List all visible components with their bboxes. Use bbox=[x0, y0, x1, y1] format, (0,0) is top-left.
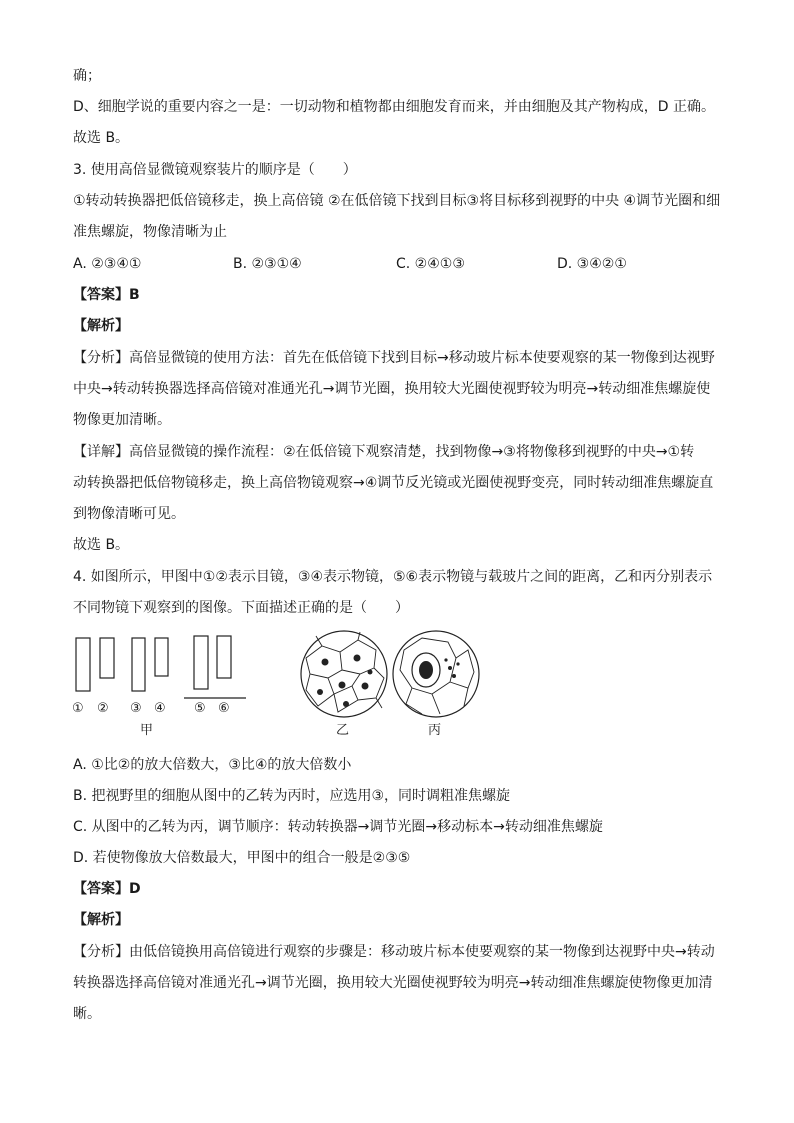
question-4-stem: 不同物镜下观察到的图像。下面描述正确的是（ ） bbox=[73, 600, 409, 616]
q3-analysis-line: 物像更加清晰。 bbox=[73, 412, 171, 428]
q4-jiexi: 【解析】 bbox=[73, 912, 129, 928]
q4-answer: 【答案】D bbox=[73, 881, 141, 897]
q4-analysis-line: 【分析】由低倍镜换用高倍镜进行观察的步骤是：移动玻片标本使要观察的某一物像到达视野中央→转动 bbox=[73, 944, 715, 960]
q3-analysis-line: 【分析】高倍显微镜的使用方法：首先在低倍镜下找到目标→移动玻片标本使要观察的某一物像到达视野 bbox=[73, 350, 715, 366]
microscope-figure bbox=[70, 628, 490, 746]
label-objective-4: ④ bbox=[154, 701, 166, 716]
text-line: 故选 B。 bbox=[73, 130, 130, 146]
q3-option-b: B. ②③①④ bbox=[233, 256, 302, 272]
objective-4-shape bbox=[155, 638, 168, 676]
label-jia: 甲 bbox=[140, 723, 154, 738]
q3-detail-line: 到物像清晰可见。 bbox=[73, 506, 185, 522]
text-line: 确； bbox=[73, 68, 101, 84]
text-line: D、细胞学说的重要内容之一是：一切动物和植物都由细胞发育而来，并由细胞及其产物构成，D 正确。 bbox=[73, 99, 716, 115]
label-yi: 乙 bbox=[336, 723, 350, 738]
objective-5-shape bbox=[194, 636, 208, 689]
question-3-stem: 3. 使用高倍显微镜观察装片的顺序是（ ） bbox=[73, 162, 357, 178]
q3-option-a: A. ②③④① bbox=[73, 256, 142, 272]
q4-analysis-line: 晰。 bbox=[73, 1006, 101, 1022]
label-objective-3: ③ bbox=[130, 701, 142, 716]
objective-6-shape bbox=[217, 636, 231, 678]
label-eyepiece-2: ② bbox=[97, 701, 109, 716]
q3-jiexi: 【解析】 bbox=[73, 318, 129, 334]
q4-option-c: C. 从图中的乙转为丙，调节顺序：转动转换器→调节光圈→移动标本→转动细准焦螺旋 bbox=[73, 819, 603, 835]
figure-drawing bbox=[70, 628, 490, 746]
q4-option-b: B. 把视野里的细胞从图中的乙转为丙时，应选用③，同时调粗准焦螺旋 bbox=[73, 788, 511, 804]
label-distance-5: ⑤ bbox=[194, 701, 206, 716]
q4-option-d: D. 若使物像放大倍数最大，甲图中的组合一般是②③⑤ bbox=[73, 850, 411, 866]
text-line: ①转动转换器把低倍镜移走，换上高倍镜 ②在低倍镜下找到目标③将目标移到视野的中央 ④调节光圈和细 bbox=[73, 193, 721, 209]
q3-detail-line: 动转换器把低倍物镜移走，换上高倍物镜观察→④调节反光镜或光圈使视野变亮，同时转动细准焦螺旋直 bbox=[73, 475, 714, 491]
q3-analysis-line: 中央→转动转换器选择高倍镜对准通光孔→调节光圈，换用较大光圈使视野较为明亮→转动细准焦螺旋使 bbox=[73, 381, 711, 397]
label-distance-6: ⑥ bbox=[218, 701, 230, 716]
question-4-stem: 4. 如图所示，甲图中①②表示目镜，③④表示物镜，⑤⑥表示物镜与载玻片之间的距离，乙和丙分别表示 bbox=[73, 569, 713, 585]
q3-conclusion: 故选 B。 bbox=[73, 537, 130, 553]
objective-3-shape bbox=[132, 638, 145, 691]
eyepiece-1-shape bbox=[76, 638, 90, 691]
q3-option-d: D. ③④②① bbox=[557, 256, 627, 272]
text-line: 准焦螺旋，物像清晰为止 bbox=[73, 224, 227, 240]
q3-answer: 【答案】B bbox=[73, 287, 140, 303]
label-eyepiece-1: ① bbox=[72, 701, 84, 716]
q4-option-a: A. ①比②的放大倍数大，③比④的放大倍数小 bbox=[73, 757, 352, 773]
q3-option-c: C. ②④①③ bbox=[396, 256, 465, 272]
label-bing: 丙 bbox=[428, 723, 442, 738]
q3-detail-line: 【详解】高倍显微镜的操作流程：②在低倍镜下观察清楚，找到物像→③将物像移到视野的中央→①转 bbox=[73, 444, 695, 460]
q4-analysis-line: 转换器选择高倍镜对准通光孔→调节光圈，换用较大光圈使视野较为明亮→转动细准焦螺旋使物像更加清 bbox=[73, 975, 713, 991]
eyepiece-2-shape bbox=[100, 638, 114, 678]
